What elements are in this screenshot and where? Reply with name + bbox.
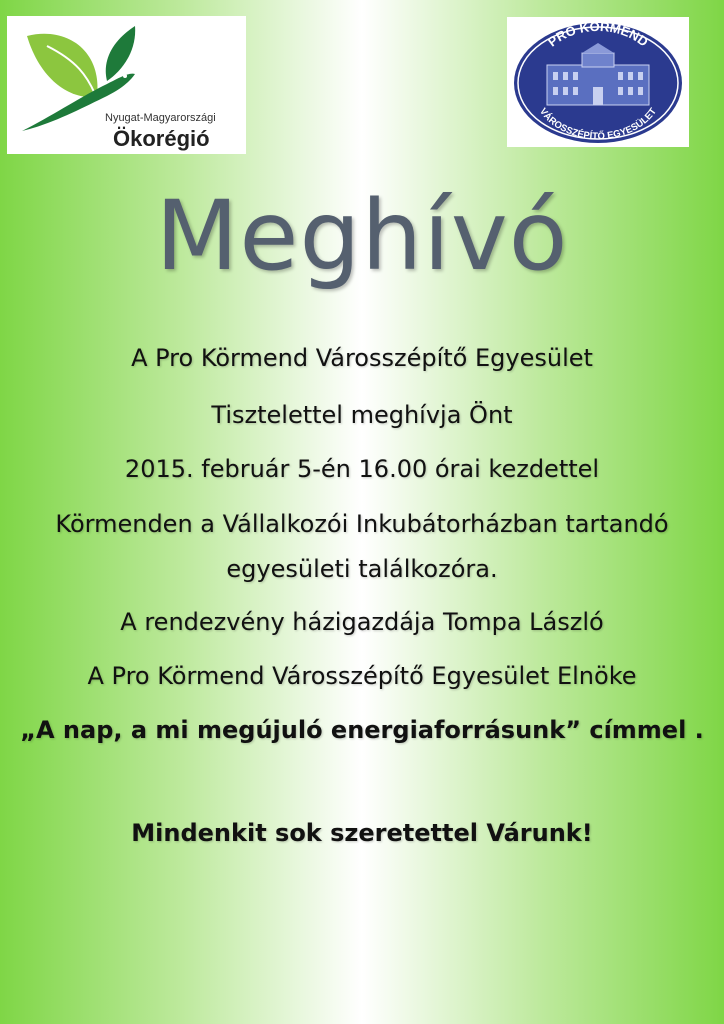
okoregio-logo xyxy=(7,16,246,154)
logo-bottom-text: VÁROSSZÉPÍTŐ EGYESÜLET xyxy=(537,106,659,143)
castle-emblem-icon xyxy=(507,17,689,147)
body-line: A rendezvény házigazdája Tompa László xyxy=(120,608,604,636)
body-line: A Pro Körmend Városszépítő Egyesület xyxy=(131,344,593,372)
body-line: A Pro Körmend Városszépítő Egyesület Elnöke xyxy=(87,662,637,690)
body-line: Körmenden a Vállalkozói Inkubátorházban tartandó xyxy=(55,510,669,538)
body-line: 2015. február 5-én 16.00 órai kezdettel xyxy=(124,455,600,483)
logo-name: Ökorégió xyxy=(113,126,210,151)
body-line: egyesületi találkozóra. xyxy=(226,555,498,583)
logo-top-text: PRO KÖRMEND xyxy=(544,18,652,50)
body-line: Tisztelettel meghívja Önt xyxy=(211,401,513,429)
pro-kormend-logo xyxy=(507,17,689,147)
closing-line: Mindenkit sok szeretettel Várunk! xyxy=(131,819,593,847)
page-title: Meghívó xyxy=(155,180,569,292)
logo-subtitle: Nyugat-Magyarországi xyxy=(105,112,216,124)
lecture-title: „A nap, a mi megújuló energiaforrásunk” címmel . xyxy=(20,716,704,744)
